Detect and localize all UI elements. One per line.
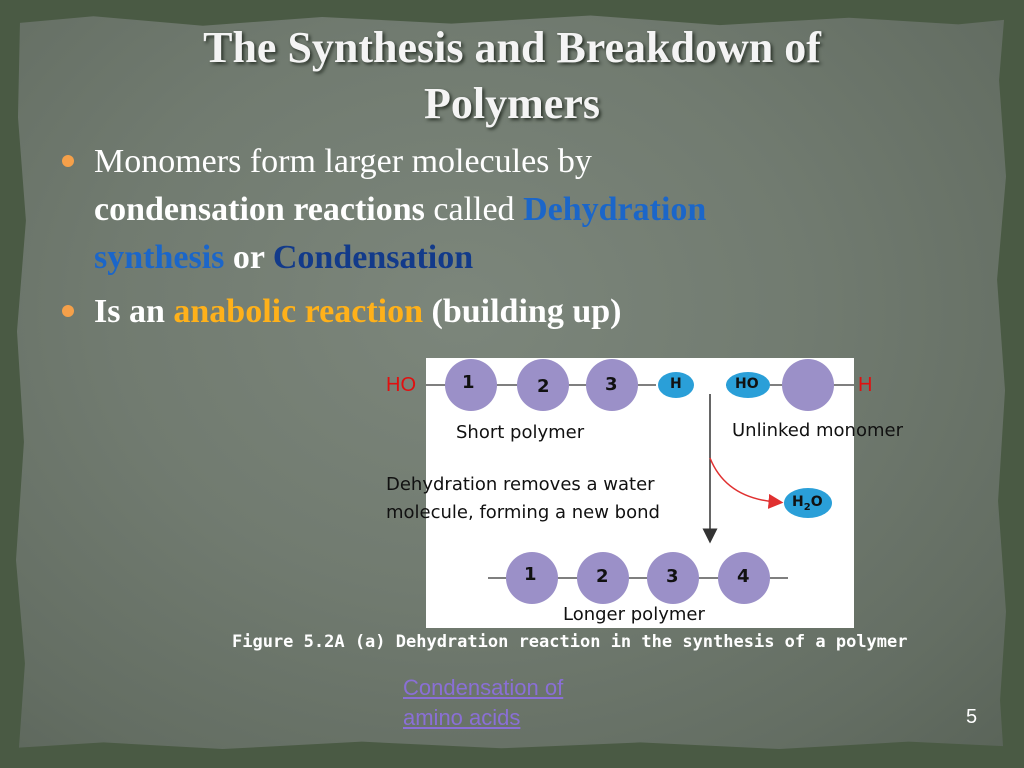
water-h: H [792, 494, 804, 510]
term-condensation: Condensation [272, 239, 474, 276]
bullet-dot-icon [62, 305, 74, 317]
bullet-item-1 [62, 138, 942, 282]
unlinked-monomer-circle [782, 359, 834, 411]
title-line-2: Polymers [424, 79, 600, 128]
monomer-label-3: 3 [605, 374, 618, 395]
bullet-item-2 [62, 288, 942, 336]
bullet-1-bold: condensation reactions [94, 191, 425, 228]
water-subscript: 2 [803, 501, 811, 513]
page-number: 5 [966, 706, 978, 728]
slide-title [0, 20, 1024, 132]
unlinked-monomer-label: Unlinked monomer [732, 420, 903, 441]
title-line-1: The Synthesis and Breakdown of [203, 23, 821, 72]
ho-cap-label: HO [735, 376, 759, 392]
longer-label-2: 2 [596, 566, 609, 587]
water-o: O [810, 494, 823, 510]
monomer-label-2: 2 [537, 376, 550, 397]
h-cap-label: H [670, 376, 682, 392]
dehydration-label-line-1: Dehydration removes a water [386, 474, 655, 495]
dehydration-label-line-2: molecule, forming a new bond [386, 502, 660, 523]
bullet-2-start: Is an [94, 293, 174, 330]
bullet-1-or: or [224, 239, 273, 276]
figure-caption: Figure 5.2A (a) Dehydration reaction in the synthesis of a polymer [232, 632, 908, 652]
condensation-amino-acids-link[interactable]: Condensation of amino acids [403, 675, 564, 730]
bullet-2-end: (building up) [423, 293, 622, 330]
h-right-label: H [858, 374, 873, 396]
longer-label-3: 3 [666, 566, 679, 587]
term-anabolic-reaction: anabolic reaction [173, 293, 424, 330]
term-synthesis: synthesis [94, 239, 225, 276]
longer-label-4: 4 [737, 566, 750, 587]
water-label [792, 494, 823, 513]
bullet-list [62, 138, 942, 342]
term-dehydration: Dehydration [523, 191, 707, 228]
longer-polymer-label: Longer polymer [563, 604, 705, 625]
bullet-1-called: called [424, 191, 524, 228]
monomer-label-1: 1 [462, 372, 475, 393]
longer-label-1: 1 [524, 564, 537, 585]
water-release-arrow-icon [710, 458, 776, 502]
bullet-1-text: Monomers form larger molecules by [94, 143, 592, 180]
bullet-dot-icon [62, 155, 74, 167]
short-polymer-label: Short polymer [456, 422, 585, 443]
ho-left-label: HO [386, 374, 416, 396]
